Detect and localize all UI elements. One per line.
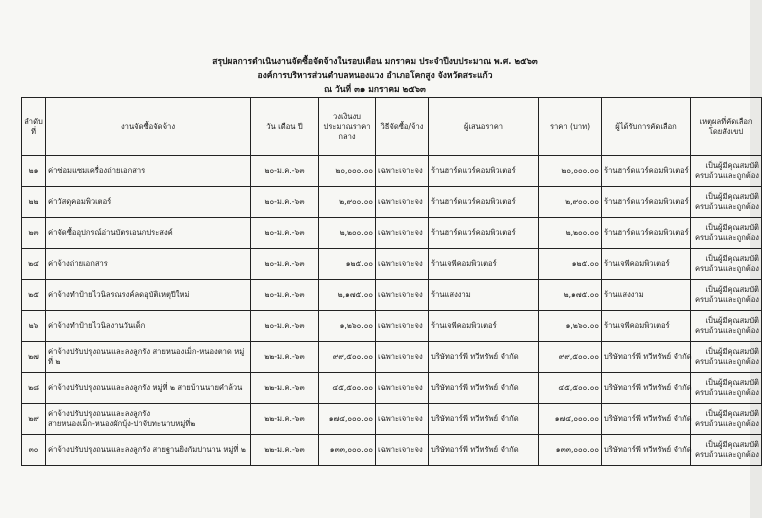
- reason-line-2: ครบถ้วนและถูกต้อง: [694, 295, 759, 304]
- cell-reason: [691, 187, 762, 218]
- cell-item: ค่าจ้างทำป้ายไวนิลรณรงค์ลดอุบัติเหตุปีใหม่: [46, 280, 251, 311]
- cell-method: เฉพาะเจาะจง: [376, 218, 429, 249]
- cell-method: เฉพาะเจาะจง: [376, 156, 429, 187]
- cell-bidder: บริษัทอาร์พี ทวีทรัพย์ จำกัด: [429, 342, 539, 373]
- cell-method: เฉพาะเจาะจง: [376, 435, 429, 466]
- col-header-item: งานจัดซื้อจัดจ้าง: [46, 98, 251, 156]
- cell-reason: [691, 156, 762, 187]
- cell-budget: ๒,๒๐๐.๐๐: [319, 218, 376, 249]
- col-header-budget: วงเงินงบประมาณราคากลาง: [319, 98, 376, 156]
- table-row: [22, 187, 762, 218]
- cell-reason: [691, 404, 762, 435]
- col-header-method: วิธีจัดซื้อ/จ้าง: [376, 98, 429, 156]
- cell-winner: ร้านเจพีคอมพิวเตอร์: [602, 249, 691, 280]
- table-header-row: [22, 98, 762, 156]
- cell-winner: ร้านเจพีคอมพิวเตอร์: [602, 311, 691, 342]
- cell-price: ๔๕,๕๐๐.๐๐: [539, 373, 602, 404]
- cell-date: ๒๒-ม.ค.-๖๓: [251, 373, 319, 404]
- cell-winner: บริษัทอาร์พี ทวีทรัพย์ จำกัด: [602, 342, 691, 373]
- cell-no: ๒๘: [22, 373, 46, 404]
- cell-reason: [691, 373, 762, 404]
- reason-line-2: ครบถ้วนและถูกต้อง: [694, 171, 759, 180]
- cell-no: ๒๒: [22, 187, 46, 218]
- reason-line-1: เป็นผู้มีคุณสมบัติ: [705, 347, 759, 356]
- cell-item: ค่าวัสดุคอมพิวเตอร์: [46, 187, 251, 218]
- cell-date: ๒๐-ม.ค.-๖๓: [251, 280, 319, 311]
- cell-reason: [691, 280, 762, 311]
- cell-reason: [691, 435, 762, 466]
- report-date: ณ วันที่ ๓๑ มกราคม ๒๕๖๓: [324, 85, 426, 95]
- cell-date: ๒๒-ม.ค.-๖๓: [251, 404, 319, 435]
- reason-line-1: เป็นผู้มีคุณสมบัติ: [705, 409, 759, 418]
- cell-bidder: ร้านเจพีคอมพิวเตอร์: [429, 249, 539, 280]
- cell-reason: [691, 311, 762, 342]
- reason-line-2: ครบถ้วนและถูกต้อง: [694, 450, 759, 459]
- cell-reason: [691, 218, 762, 249]
- cell-budget: ๒๐,๐๐๐.๐๐: [319, 156, 376, 187]
- cell-price: ๑๒๕.๐๐: [539, 249, 602, 280]
- cell-bidder: บริษัทอาร์พี ทวีทรัพย์ จำกัด: [429, 373, 539, 404]
- table-row: [22, 249, 762, 280]
- cell-price: ๑๓๓,๐๐๐.๐๐: [539, 435, 602, 466]
- cell-date: ๒๒-ม.ค.-๖๓: [251, 342, 319, 373]
- cell-item: ค่าจัดซื้ออุปกรณ์อ่านบัตรเอนกประสงค์: [46, 218, 251, 249]
- cell-winner: บริษัทอาร์พี ทวีทรัพย์ จำกัด: [602, 435, 691, 466]
- col-header-reason: เหตุผลที่คัดเลือกโดยสังเขป: [691, 98, 762, 156]
- cell-budget: ๑๗๔,๐๐๐.๐๐: [319, 404, 376, 435]
- reason-line-1: เป็นผู้มีคุณสมบัติ: [705, 254, 759, 263]
- col-header-bidder: ผู้เสนอราคา: [429, 98, 539, 156]
- cell-date: ๒๒-ม.ค.-๖๓: [251, 435, 319, 466]
- cell-reason: [691, 342, 762, 373]
- document-title: สรุปผลการดำเนินงานจัดซื้อจัดจ้างในรอบเดือน มกราคม ประจำปีงบประมาณ พ.ศ. ๒๕๖๓: [212, 57, 538, 67]
- cell-item: ค่าจ้างปรับปรุงถนนและลงลูกรัง สายหนองเม็ก-หนองตาด หมู่ที่ ๒: [46, 342, 251, 373]
- table-row: [22, 311, 762, 342]
- reason-line-1: เป็นผู้มีคุณสมบัติ: [705, 192, 759, 201]
- cell-bidder: ร้านฮาร์ดแวร์คอมพิวเตอร์: [429, 218, 539, 249]
- cell-no: ๓๐: [22, 435, 46, 466]
- reason-line-1: เป็นผู้มีคุณสมบัติ: [705, 161, 759, 170]
- cell-date: ๒๐-ม.ค.-๖๓: [251, 311, 319, 342]
- cell-budget: ๙๙,๕๐๐.๐๐: [319, 342, 376, 373]
- reason-line-2: ครบถ้วนและถูกต้อง: [694, 326, 759, 335]
- cell-method: เฉพาะเจาะจง: [376, 280, 429, 311]
- cell-no: ๒๖: [22, 311, 46, 342]
- cell-bidder: บริษัทอาร์พี ทวีทรัพย์ จำกัด: [429, 435, 539, 466]
- reason-line-2: ครบถ้วนและถูกต้อง: [694, 264, 759, 273]
- cell-bidder: บริษัทอาร์พี ทวีทรัพย์ จำกัด: [429, 404, 539, 435]
- table-row: [22, 342, 762, 373]
- cell-bidder: ร้านฮาร์ดแวร์คอมพิวเตอร์: [429, 187, 539, 218]
- cell-no: ๒๙: [22, 404, 46, 435]
- reason-line-2: ครบถ้วนและถูกต้อง: [694, 419, 759, 428]
- cell-method: เฉพาะเจาะจง: [376, 404, 429, 435]
- cell-item: ค่าจ้างถ่ายเอกสาร: [46, 249, 251, 280]
- col-header-date: วัน เดือน ปี: [251, 98, 319, 156]
- cell-budget: ๒,๙๐๐.๐๐: [319, 187, 376, 218]
- reason-line-2: ครบถ้วนและถูกต้อง: [694, 388, 759, 397]
- organization-name: องค์การบริหารส่วนตำบลหนองแวง อำเภอโคกสูง จังหวัดสระแก้ว: [257, 71, 493, 81]
- table-row: [22, 218, 762, 249]
- cell-winner: ร้านฮาร์ดแวร์คอมพิวเตอร์: [602, 156, 691, 187]
- cell-item: ค่าจ้างปรับปรุงถนนและลงลูกรัง สายฐานยิงกัมปานาน หมู่ที่ ๒: [46, 435, 251, 466]
- procurement-table: [21, 97, 762, 466]
- cell-bidder: ร้านแสงงาม: [429, 280, 539, 311]
- table-row: [22, 156, 762, 187]
- cell-price: ๙๙,๕๐๐.๐๐: [539, 342, 602, 373]
- table-row: [22, 404, 762, 435]
- cell-no: ๒๗: [22, 342, 46, 373]
- cell-item: ค่าจ้างปรับปรุงถนนและลงลูกรัง หมู่ที่ ๒ สายบ้านนายคำล้วน: [46, 373, 251, 404]
- cell-price: ๑๗๔,๐๐๐.๐๐: [539, 404, 602, 435]
- cell-method: เฉพาะเจาะจง: [376, 342, 429, 373]
- cell-price: ๒,๙๐๐.๐๐: [539, 187, 602, 218]
- table-row: [22, 435, 762, 466]
- cell-winner: บริษัทอาร์พี ทวีทรัพย์ จำกัด: [602, 373, 691, 404]
- col-header-no: ลำดับที่: [22, 98, 46, 156]
- reason-line-1: เป็นผู้มีคุณสมบัติ: [705, 316, 759, 325]
- reason-line-2: ครบถ้วนและถูกต้อง: [694, 233, 759, 242]
- cell-bidder: ร้านเจพีคอมพิวเตอร์: [429, 311, 539, 342]
- reason-line-2: ครบถ้วนและถูกต้อง: [694, 202, 759, 211]
- cell-bidder: ร้านฮาร์ดแวร์คอมพิวเตอร์: [429, 156, 539, 187]
- cell-method: เฉพาะเจาะจง: [376, 311, 429, 342]
- cell-method: เฉพาะเจาะจง: [376, 249, 429, 280]
- reason-line-1: เป็นผู้มีคุณสมบัติ: [705, 378, 759, 387]
- cell-winner: ร้านฮาร์ดแวร์คอมพิวเตอร์: [602, 218, 691, 249]
- reason-line-1: เป็นผู้มีคุณสมบัติ: [705, 285, 759, 294]
- reason-line-2: ครบถ้วนและถูกต้อง: [694, 357, 759, 366]
- col-header-price: ราคา (บาท): [539, 98, 602, 156]
- table-row: [22, 280, 762, 311]
- cell-budget: ๔๕,๕๐๐.๐๐: [319, 373, 376, 404]
- cell-budget: ๑๒๕.๐๐: [319, 249, 376, 280]
- cell-price: ๒๐,๐๐๐.๐๐: [539, 156, 602, 187]
- cell-price: ๑,๒๖๐.๐๐: [539, 311, 602, 342]
- cell-item: ค่าจ้างทำป้ายไวนิลงานวันเด็ก: [46, 311, 251, 342]
- cell-item: ค่าซ่อมแซมเครื่องถ่ายเอกสาร: [46, 156, 251, 187]
- cell-method: เฉพาะเจาะจง: [376, 187, 429, 218]
- cell-winner: ร้านแสงงาม: [602, 280, 691, 311]
- cell-price: ๒,๒๐๐.๐๐: [539, 218, 602, 249]
- cell-date: ๒๐-ม.ค.-๖๓: [251, 187, 319, 218]
- cell-date: ๒๐-ม.ค.-๖๓: [251, 249, 319, 280]
- cell-budget: ๑,๒๖๐.๐๐: [319, 311, 376, 342]
- cell-no: ๒๕: [22, 280, 46, 311]
- cell-no: ๒๑: [22, 156, 46, 187]
- cell-date: ๒๐-ม.ค.-๖๓: [251, 218, 319, 249]
- cell-budget: ๒,๑๗๕.๐๐: [319, 280, 376, 311]
- cell-item: ค่าจ้างปรับปรุงถนนและลงลูกรัง สายหนองเม็ก-หนองผักบุ้ง-ปาจับทะนาบหมู่ที่๒: [46, 404, 251, 435]
- cell-budget: ๑๓๓,๐๐๐.๐๐: [319, 435, 376, 466]
- cell-no: ๒๓: [22, 218, 46, 249]
- reason-line-1: เป็นผู้มีคุณสมบัติ: [705, 440, 759, 449]
- reason-line-1: เป็นผู้มีคุณสมบัติ: [705, 223, 759, 232]
- col-header-winner: ผู้ได้รับการคัดเลือก: [602, 98, 691, 156]
- cell-winner: บริษัทอาร์พี ทวีทรัพย์ จำกัด: [602, 404, 691, 435]
- cell-reason: [691, 249, 762, 280]
- cell-method: เฉพาะเจาะจง: [376, 373, 429, 404]
- cell-no: ๒๔: [22, 249, 46, 280]
- cell-winner: ร้านฮาร์ดแวร์คอมพิวเตอร์: [602, 187, 691, 218]
- cell-date: ๒๐-ม.ค.-๖๓: [251, 156, 319, 187]
- cell-price: ๒,๑๗๕.๐๐: [539, 280, 602, 311]
- table-row: [22, 373, 762, 404]
